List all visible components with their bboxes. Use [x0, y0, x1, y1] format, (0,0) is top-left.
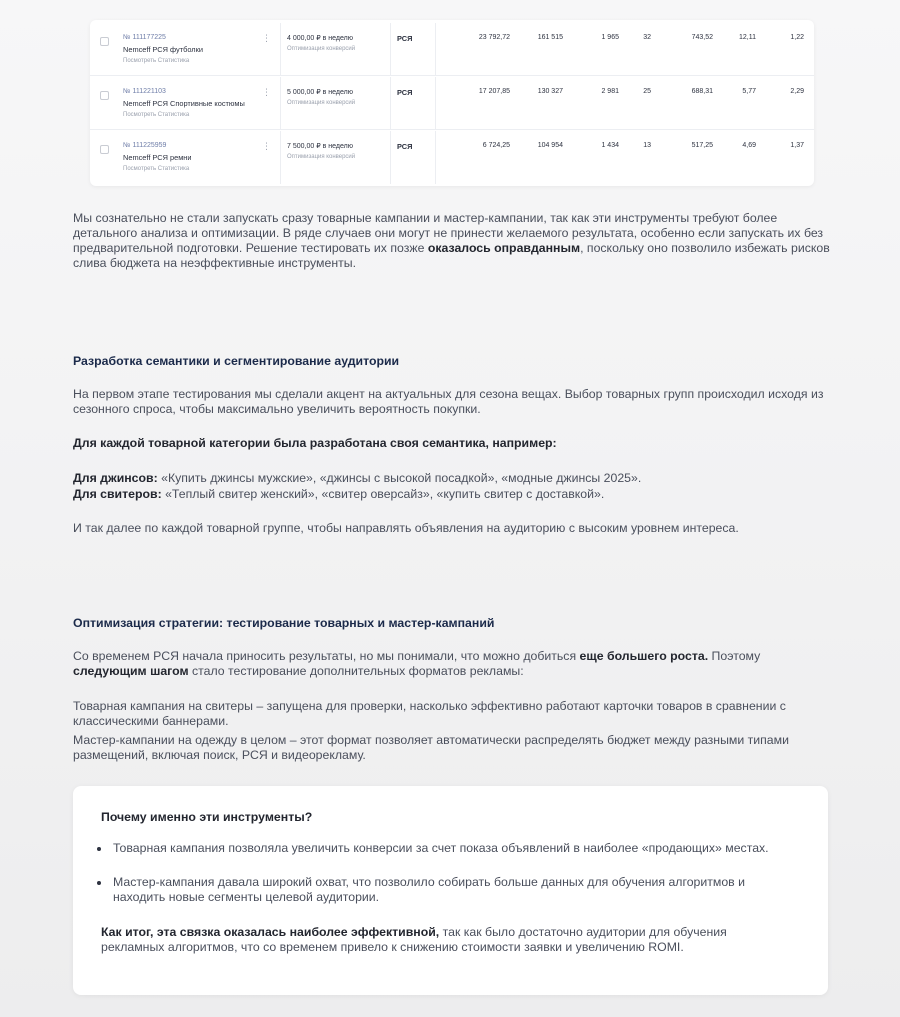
campaign-strategy: Оптимизация конверсий — [287, 46, 356, 52]
cell-value: 2 981 — [601, 88, 619, 95]
cell-value: 2,29 — [790, 88, 804, 95]
intro-bold: оказалось оправданным — [427, 241, 581, 255]
more-menu-icon[interactable]: ⋮ — [262, 33, 271, 43]
bullet-icon — [97, 847, 101, 851]
cell-value: 13 — [643, 142, 651, 149]
table-cell — [435, 131, 814, 184]
optimization-text: стало тестирование дополнительных форматов рекламы: — [188, 664, 524, 678]
cell-value: 1,37 — [790, 142, 804, 149]
list-item — [95, 841, 775, 856]
table-cell — [435, 23, 814, 76]
campaign-links[interactable]: Посмотреть Статистика — [123, 112, 190, 118]
jeans-line — [73, 471, 833, 486]
table-cell — [390, 77, 435, 130]
list-item — [95, 875, 775, 905]
cell-value: 5,77 — [742, 88, 756, 95]
optimization-text: Поэтому — [708, 649, 761, 663]
cell-value: 1,22 — [790, 34, 804, 41]
campaign-type: РСЯ — [397, 142, 413, 151]
campaign-id[interactable]: № 111177225 — [123, 34, 166, 41]
campaign-table — [90, 20, 814, 186]
campaign-budget: 4 000,00 ₽ в неделю — [287, 35, 353, 42]
campaign-budget: 5 000,00 ₽ в неделю — [287, 89, 353, 96]
campaign-budget: 7 500,00 ₽ в неделю — [287, 143, 353, 150]
conclusion-bold: Как итог, эта связка оказалась наиболее эффективной, — [101, 925, 440, 939]
cell-value: 1 434 — [601, 142, 619, 149]
sweaters-line — [73, 487, 833, 502]
sweaters-label: Для свитеров: — [73, 487, 162, 501]
cell-value: 130 327 — [537, 88, 563, 95]
semantics-closing: И так далее по каждой товарной группе, чтобы направлять объявления на аудиторию с высоким уровнем интереса. — [73, 521, 739, 535]
why-tools-card — [73, 786, 828, 995]
cell-value: 32 — [643, 34, 651, 41]
sweaters-text: «Теплый свитер женский», «свитер оверсайз», «купить свитер с доставкой». — [161, 487, 605, 501]
campaign-type: РСЯ — [397, 34, 413, 43]
cell-value: 6 724,25 — [482, 142, 510, 149]
more-menu-icon[interactable]: ⋮ — [262, 141, 271, 151]
semantics-title: Для каждой товарной категории была разработана своя семантика, например: — [73, 436, 557, 450]
optimization-bold-growth: еще большего роста. — [579, 649, 709, 663]
optimization-paragraph — [73, 649, 833, 679]
conclusion-text: так как было достаточно аудитории для обучения рекламных алгоритмов, что со временем привело к снижению стоимости заявки и увеличению ROMI. — [101, 925, 727, 954]
cell-value: 23 792,72 — [478, 34, 510, 41]
row-checkbox[interactable] — [100, 91, 109, 100]
more-menu-icon[interactable]: ⋮ — [262, 87, 271, 97]
why-tools-title: Почему именно эти инструменты? — [101, 810, 313, 824]
conclusion-paragraph — [101, 925, 791, 955]
optimization-bold-step: следующим шагом — [73, 664, 189, 678]
campaign-id[interactable]: № 111221103 — [123, 88, 166, 95]
campaign-name[interactable]: Nemceff РСЯ футболки — [123, 45, 203, 54]
cell-value: 1 965 — [601, 34, 619, 41]
bullet-text: Товарная кампания позволяла увеличить конверсии за счет показа объявлений в наиболее «продающих» местах. — [113, 841, 769, 855]
table-row[interactable] — [90, 23, 814, 76]
section-heading-semantics: Разработка семантики и сегментирование аудитории — [73, 354, 400, 368]
optimization-text: Со временем РСЯ начала приносить результаты, но мы понимали, что можно добиться — [73, 649, 580, 663]
cell-value: 4,69 — [742, 142, 756, 149]
campaign-name[interactable]: Nemceff РСЯ Спортивные костюмы — [123, 99, 245, 108]
cell-value: 104 954 — [537, 142, 563, 149]
jeans-label: Для джинсов: — [73, 471, 158, 485]
product-campaign-paragraph: Товарная кампания на свитеры – запущена для проверки, насколько эффективно работают карточки товаров в сравнении с классическими баннерами. — [73, 699, 786, 728]
campaign-strategy: Оптимизация конверсий — [287, 100, 356, 106]
bullet-text: Мастер-кампания давала широкий охват, что позволило собирать больше данных для обучения алгоритмов и находить новые сегменты целевой аудитории. — [113, 875, 745, 904]
row-checkbox[interactable] — [100, 37, 109, 46]
row-checkbox[interactable] — [100, 145, 109, 154]
intro-text-end: , поскольку оно позволило избежать рисков слива бюджета на неэффективные инструменты. — [73, 241, 830, 270]
table-row[interactable] — [90, 131, 814, 184]
cell-value: 12,11 — [739, 34, 756, 41]
cell-value: 517,25 — [691, 142, 713, 149]
cell-value: 161 515 — [537, 34, 563, 41]
cell-value: 688,31 — [691, 88, 713, 95]
section-heading-optimization: Оптимизация стратегии: тестирование товарных и мастер-кампаний — [73, 616, 495, 630]
cell-value: 25 — [643, 88, 651, 95]
semantics-paragraph: На первом этапе тестирования мы сделали акцент на актуальных для сезона вещах. Выбор товарных групп происходил исходя из сезонного спроса, чтобы максимально увеличить вероятность покупки. — [73, 387, 824, 416]
intro-text: Мы сознательно не стали запускать сразу товарные кампании и мастер-кампании, так как эти инструменты требуют более детального анализа и оптимизации. В ряде случаев они могут не принести желаемого результата, особенно если запускать их без предварительной подготовки. Решение тестировать их позже — [73, 211, 824, 255]
campaign-id[interactable]: № 111225959 — [123, 142, 167, 149]
campaign-type: РСЯ — [397, 88, 413, 97]
campaign-name[interactable]: Nemceff РСЯ ремни — [123, 153, 192, 162]
jeans-text: «Купить джинсы мужские», «джинсы с высокой посадкой», «модные джинсы 2025». — [157, 471, 642, 485]
table-cell — [390, 131, 435, 184]
campaign-links[interactable]: Посмотреть Статистика — [123, 58, 190, 64]
campaign-strategy: Оптимизация конверсий — [287, 154, 356, 160]
cell-value: 743,52 — [691, 34, 713, 41]
cell-value: 17 207,85 — [478, 88, 510, 95]
table-row[interactable] — [90, 77, 814, 130]
table-cell — [390, 23, 435, 76]
intro-paragraph — [73, 211, 833, 271]
bullet-icon — [97, 881, 101, 885]
master-campaign-paragraph: Мастер-кампании на одежду в целом – этот формат позволяет автоматически распределять бюджет между разными типами размещений, включая поиск, РСЯ и видеорекламу. — [73, 733, 789, 762]
campaign-links[interactable]: Посмотреть Статистика — [123, 166, 190, 172]
table-cell — [435, 77, 814, 130]
